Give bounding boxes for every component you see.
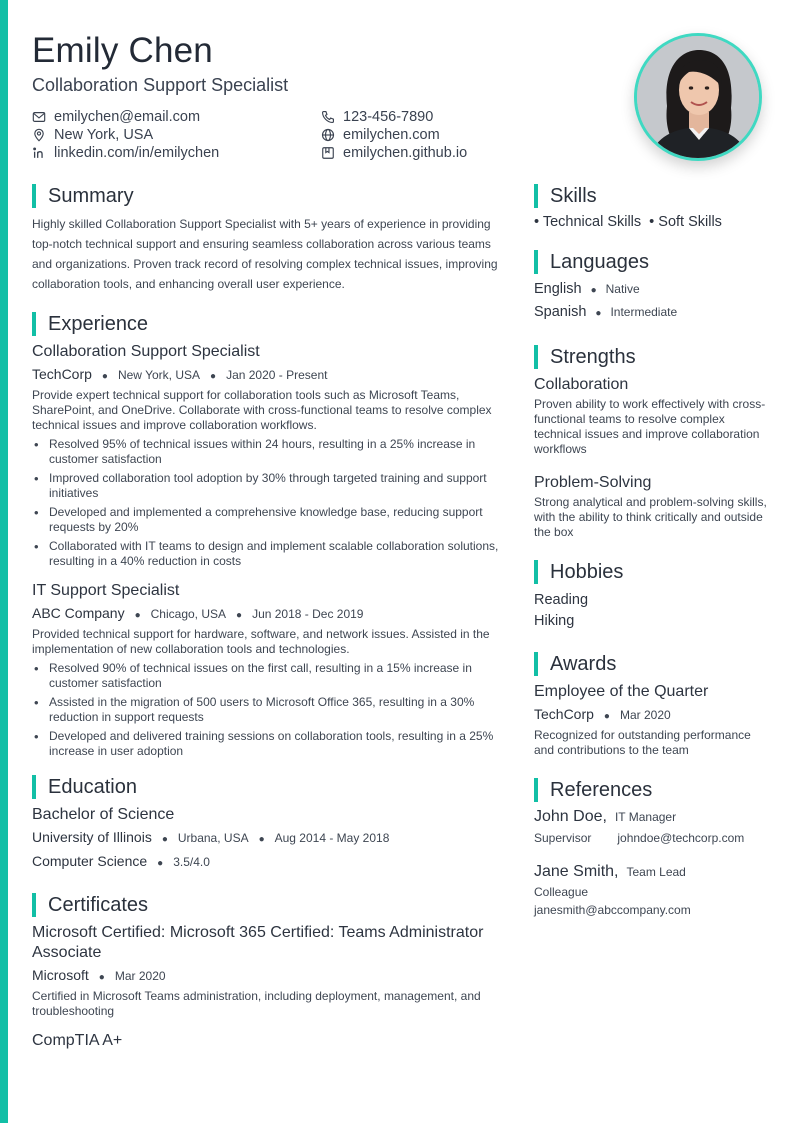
separator-dot: ● [236,610,243,621]
section-accent [32,775,36,799]
job-location: Chicago, USA [150,607,227,621]
references-heading [534,778,774,802]
github-text: emilychen.github.io [343,144,468,161]
certificates-section [32,893,512,1051]
school-location: Urbana, USA [177,831,249,845]
strengths-section [534,345,774,540]
list-item: • Assisted in the migration of 500 users to Microsoft Office 365, resulting in a 30% reduction in support requests [32,695,512,725]
strength-title: Collaboration [534,376,629,393]
contact-email[interactable] [32,108,321,125]
summary-text: Highly skilled Collaboration Support Specialist with 5+ years of experience in providing top-notch technical support and ensuring seamless collaboration across various teams and organizations. Proven track record of resolving complex technical issues, improving collaboration tools, and enhancing overall user experience. [32,217,498,291]
languages-heading [534,250,774,274]
strength-title: Problem-Solving [534,474,652,491]
list-item: • Resolved 90% of technical issues on the first call, resulting in a 15% increase in customer satisfaction [32,661,512,691]
linkedin-text: linkedin.com/in/emilychen [54,144,220,161]
section-accent [32,312,36,336]
phone-icon [321,110,335,124]
resume-header [32,30,632,96]
education-meta [32,828,512,849]
section-title: Awards [550,652,617,675]
education-heading [32,775,512,799]
reference-relation: Colleague [534,885,589,899]
separator-dot: ● [595,308,602,319]
job-achievements [32,661,512,759]
hobbies-section [534,560,774,632]
certificate-name: Microsoft Certified: Microsoft 365 Certified: Teams Administrator Associate [32,924,484,961]
school: University of Illinois [32,829,152,845]
job-company: TechCorp [32,366,92,382]
job-meta [32,604,512,625]
languages-section [534,250,774,323]
separator-dot: ● [161,834,168,845]
section-title: Hobbies [550,560,624,583]
awards-section [534,652,774,758]
education-dates: Aug 2014 - May 2018 [274,831,390,845]
job-entry [32,581,512,759]
reference-name: Jane Smith, [534,863,619,880]
section-title: Certificates [48,893,149,916]
location-text: New York, USA [54,126,154,143]
section-accent [534,345,538,369]
job-meta [32,365,512,386]
award-meta [534,705,774,726]
main-column [32,184,512,1051]
phone-text: 123-456-7890 [343,108,434,125]
job-description: Provided technical support for hardware, software, and network issues. Assisted in the implementation of new collaboration tools and technologies. [32,627,490,656]
separator-dot: ● [134,610,141,621]
globe-icon [321,128,335,142]
contact-location [32,126,321,143]
section-title: Experience [48,312,149,335]
section-accent [534,652,538,676]
skill-item: • Soft Skills [649,214,722,230]
awards-heading [534,652,774,676]
certificates-heading [32,893,512,917]
award-description: Recognized for outstanding performance and contributions to the team [534,728,751,757]
certificate-date: Mar 2020 [114,969,166,983]
job-role: Collaboration Support Specialist [32,343,260,360]
hobby-item: Hiking [534,613,575,629]
section-title: Education [48,775,137,798]
list-item: • Developed and delivered training sessions on collaboration tools, resulting in a 25% increase in user adoption [32,729,512,759]
reference-name: John Doe, [534,808,607,825]
accent-bar [0,0,8,1123]
linkedin-icon [32,146,46,160]
list-item: • Improved collaboration tool adoption by 30% through targeted training and support initiatives [32,471,512,501]
job-achievements [32,437,512,569]
gpa: 3.5/4.0 [173,855,210,869]
location-pin-icon [32,128,46,142]
section-accent [534,778,538,802]
section-accent [534,560,538,584]
degree: Bachelor of Science [32,806,175,823]
language-name: Spanish [534,304,587,320]
field-of-study: Computer Science [32,853,148,869]
certificate-meta [32,966,512,987]
job-description: Provide expert technical support for collaboration tools such as Microsoft Teams, SharePoint, and OneDrive. Collaborate with cross-functional teams to resolve complex technical issues and improve collaboration workflows. [32,388,492,432]
strengths-heading [534,345,774,369]
separator-dot: ● [98,972,105,983]
reference-position: Team Lead [626,865,686,879]
section-accent [534,250,538,274]
reference-position: IT Manager [614,810,677,824]
candidate-title: Collaboration Support Specialist [32,75,289,95]
hobby-item: Reading [534,592,589,608]
summary-heading [32,184,512,208]
email-text: emilychen@email.com [54,108,201,125]
list-item: • Developed and implemented a comprehensive knowledge base, reducing support requests by 20% [32,505,512,535]
contact-info [32,108,592,161]
hobbies-heading [534,560,774,584]
list-item: • Collaborated with IT teams to design and implement scalable collaboration solutions, resulting in a 40% reduction in costs [32,539,512,569]
certificate-description: Certified in Microsoft Teams administration, including deployment, management, and troubleshooting [32,989,481,1018]
job-company: ABC Company [32,605,125,621]
job-dates: Jun 2018 - Dec 2019 [252,607,364,621]
section-title: References [550,778,653,801]
contact-github[interactable] [321,144,591,161]
education-section [32,775,512,873]
strength-description: Strong analytical and problem-solving skills, with the ability to think critically and outside the box [534,495,767,539]
education-field [32,852,512,873]
separator-dot: ● [101,371,108,382]
separator-dot: ● [590,285,597,296]
reference-relation: Supervisor [534,831,592,845]
certificate-name: CompTIA A+ [32,1032,123,1049]
skills-list [534,214,774,230]
references-section [534,778,774,919]
job-dates: Jan 2020 - Present [226,368,328,382]
separator-dot: ● [258,834,265,845]
skills-section [534,184,774,230]
contact-linkedin[interactable] [32,144,321,161]
section-title: Strengths [550,345,636,368]
section-title: Skills [550,184,597,207]
reference-email[interactable]: johndoe@techcorp.com [617,831,745,845]
job-role: IT Support Specialist [32,582,180,599]
language-level: Native [605,282,640,296]
language-item [534,280,774,300]
section-accent [32,893,36,917]
reference-entry [534,808,774,847]
award-org: TechCorp [534,706,594,722]
separator-dot: ● [603,711,610,722]
language-item [534,303,774,323]
separator-dot: ● [157,858,164,869]
job-location: New York, USA [117,368,201,382]
award-title: Employee of the Quarter [534,683,709,700]
experience-section [32,312,512,759]
bookmark-icon [321,146,335,160]
certificate-issuer: Microsoft [32,967,89,983]
sidebar-column [534,184,774,919]
contact-phone[interactable] [321,108,591,125]
reference-email[interactable]: janesmith@abccompany.com [534,903,691,917]
summary-section [32,184,512,294]
strength-description: Proven ability to work effectively with cross-functional teams to resolve complex technical issues and improve collaboration workflows [534,397,766,456]
skills-heading [534,184,774,208]
mail-icon [32,110,46,124]
section-title: Summary [48,184,134,207]
language-level: Intermediate [610,305,678,319]
job-entry [32,342,512,569]
separator-dot: ● [210,371,217,382]
skill-item: • Technical Skills [534,214,642,230]
candidate-name: Emily Chen [32,31,213,70]
award-date: Mar 2020 [619,708,671,722]
section-accent [32,184,36,208]
list-item: • Resolved 95% of technical issues within 24 hours, resulting in a 25% increase in customer satisfaction [32,437,512,467]
section-title: Languages [550,250,649,273]
website-text: emilychen.com [343,126,440,143]
experience-heading [32,312,512,336]
profile-photo [634,33,762,161]
reference-entry [534,863,774,919]
section-accent [534,184,538,208]
contact-website[interactable] [321,126,591,143]
language-name: English [534,281,582,297]
